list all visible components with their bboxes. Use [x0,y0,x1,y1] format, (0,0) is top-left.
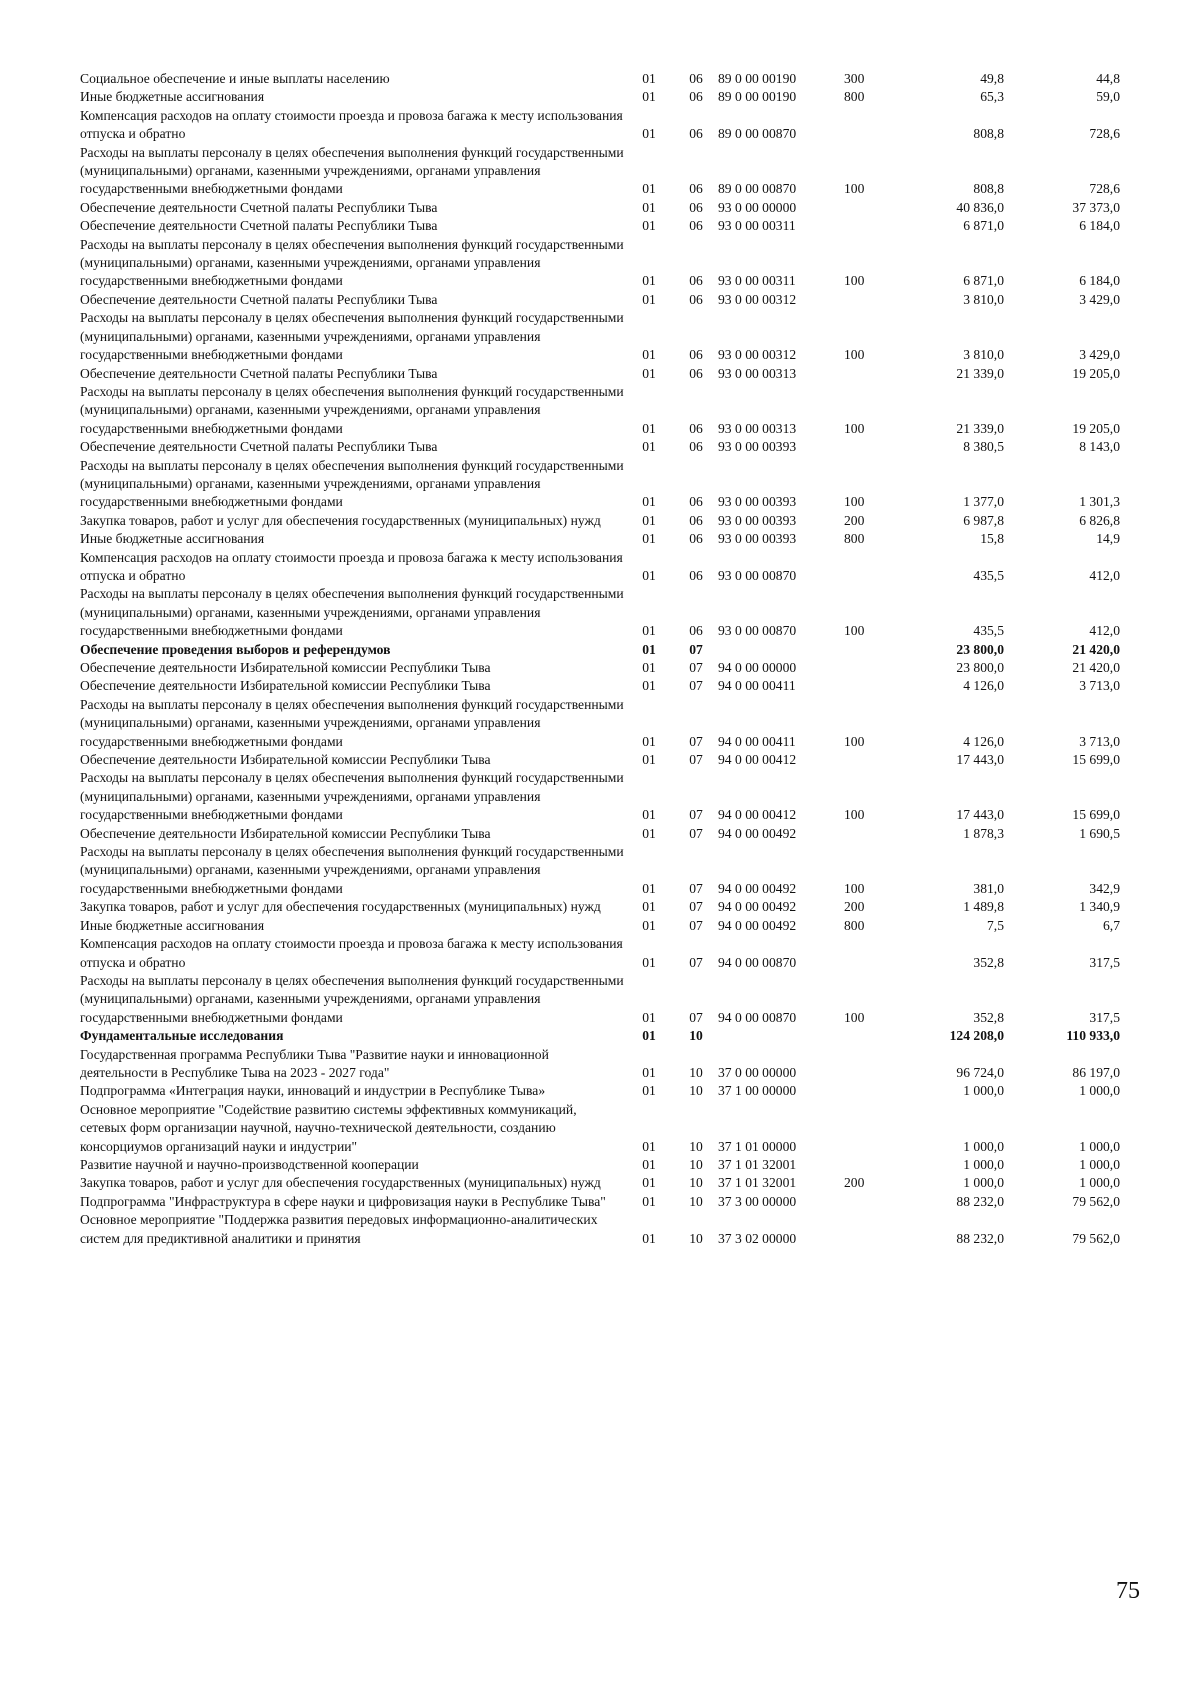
subsection-code-cell: 07 [689,880,703,896]
row-name-cell: Закупка товаров, работ и услуг для обеспечения государственных (муниципальных) нужд [80,899,601,915]
target-article-cell: 94 0 00 00870 [718,1009,797,1025]
subsection-code-cell: 10 [689,1083,703,1099]
section-code-cell: 01 [642,218,656,234]
table-row [80,585,1120,640]
target-article-cell: 37 1 01 00000 [718,1138,797,1154]
amount-year1-cell: 15,8 [980,531,1004,547]
section-code-cell: 01 [642,1028,656,1044]
target-article-cell: 94 0 00 00411 [718,733,796,749]
row-name-cell: Компенсация расходов на оплату стоимости проезда и провоза багажа к месту использования отпуска и обратно [80,107,623,142]
amount-year1-cell: 124 208,0 [949,1028,1004,1044]
expense-type-cell [844,1193,900,1211]
amount-year1-cell: 352,8 [973,1009,1004,1025]
section-code-cell: 01 [642,126,656,142]
row-name-cell: Обеспечение деятельности Счетной палаты Республики Тыва [80,291,438,307]
section-code-cell: 01 [642,825,656,841]
section-code-cell: 01 [642,1138,656,1154]
table-row [80,751,1120,769]
amount-year1-cell: 21 339,0 [956,365,1004,381]
expense-type-cell: 100 [844,1009,865,1025]
row-name-cell: Расходы на выплаты персоналу в целях обеспечения выполнения функций государственными (муниципальными) органами, казенными учреждениями, органами управления государственными внебюджетными фондами [80,972,624,1025]
target-article-cell: 37 3 02 00000 [718,1230,797,1246]
row-name-cell: Расходы на выплаты персоналу в целях обеспечения выполнения функций государственными (муниципальными) органами, казенными учреждениями, органами управления государственными внебюджетными фондами [80,310,624,363]
amount-year2-cell: 317,5 [1089,1009,1120,1025]
expense-type-cell: 800 [844,531,865,547]
expense-type-cell [844,1046,900,1083]
table-row [80,1046,1120,1083]
table-row [80,309,1120,364]
amount-year2-cell: 86 197,0 [1072,1064,1120,1080]
subsection-code-cell: 06 [689,512,703,528]
table-row [80,1156,1120,1174]
amount-year2-cell: 1 690,5 [1079,825,1120,841]
section-code-cell: 01 [642,531,656,547]
amount-year2-cell: 317,5 [1089,954,1120,970]
target-article-cell: 37 1 01 32001 [718,1175,797,1191]
target-article-cell: 94 0 00 00412 [718,752,797,768]
amount-year1-cell: 808,8 [973,126,1004,142]
row-name-cell: Государственная программа Республики Тыва "Развитие науки и инновационной деятельности в Республике Тыва на 2023 - 2027 года" [80,1046,549,1080]
section-code-cell: 01 [642,807,656,823]
row-name-cell: Основное мероприятие "Содействие развитию системы эффективных коммуникаций, сетевых форм организации научной, научно-технической деятельности, созданию консорциумов организаций науки и индустрии" [80,1101,577,1154]
subsection-code-cell: 06 [689,291,703,307]
row-name-cell: Расходы на выплаты персоналу в целях обеспечения выполнения функций государственными (муниципальными) органами, казенными учреждениями, органами управления государственными внебюджетными фондами [80,144,624,197]
amount-year2-cell: 6,7 [1103,917,1120,933]
amount-year2-cell: 1 000,0 [1079,1138,1120,1154]
expense-type-cell [844,677,900,695]
table-row [80,1211,1120,1248]
table-row [80,641,1120,659]
amount-year1-cell: 96 724,0 [956,1064,1004,1080]
expense-type-cell: 100 [844,880,865,896]
expense-type-cell: 100 [844,420,865,436]
table-row [80,199,1120,217]
target-article-cell: 89 0 00 00870 [718,181,797,197]
amount-year2-cell: 3 429,0 [1079,347,1120,363]
amount-year2-cell: 79 562,0 [1072,1230,1120,1246]
target-article-cell: 93 0 00 00870 [718,623,797,639]
amount-year1-cell: 1 000,0 [963,1175,1004,1191]
amount-year1-cell: 8 380,5 [963,439,1004,455]
row-name-cell: Обеспечение деятельности Избирательной комиссии Республики Тыва [80,678,491,694]
amount-year1-cell: 381,0 [973,880,1004,896]
target-article-cell: 94 0 00 00492 [718,880,797,896]
subsection-code-cell: 06 [689,623,703,639]
subsection-code-cell: 06 [689,365,703,381]
section-code-cell: 01 [642,439,656,455]
section-code-cell: 01 [642,199,656,215]
amount-year1-cell: 808,8 [973,181,1004,197]
subsection-code-cell: 07 [689,899,703,915]
section-code-cell: 01 [642,1175,656,1191]
section-code-cell: 01 [642,641,656,657]
amount-year2-cell: 412,0 [1089,567,1120,583]
amount-year1-cell: 6 871,0 [963,273,1004,289]
target-article-cell: 93 0 00 00313 [718,420,797,436]
amount-year1-cell: 23 800,0 [956,660,1004,675]
expense-type-cell: 100 [844,733,865,749]
table-row [80,825,1120,843]
expense-type-cell [844,549,900,586]
target-article-cell: 94 0 00 00000 [718,660,797,675]
table-row [80,549,1120,586]
subsection-code-cell: 07 [689,752,703,768]
amount-year1-cell: 1 000,0 [963,1156,1004,1172]
row-name-cell: Расходы на выплаты персоналу в целях обеспечения выполнения функций государственными (муниципальными) органами, казенными учреждениями, органами управления государственными внебюджетными фондами [80,844,624,896]
expense-type-cell [844,1156,900,1174]
target-article-cell: 89 0 00 00190 [718,89,797,105]
subsection-code-cell: 06 [689,494,703,510]
target-article-cell: 94 0 00 00870 [718,954,797,970]
amount-year1-cell: 1 878,3 [963,825,1004,841]
expense-type-cell [844,1101,900,1156]
amount-year2-cell: 37 373,0 [1072,199,1120,215]
table-row [80,1101,1120,1156]
subsection-code-cell: 07 [689,807,703,823]
section-code-cell: 01 [642,347,656,363]
budget-table-body [80,70,1120,1248]
subsection-code-cell: 07 [689,954,703,970]
expense-type-cell: 100 [844,807,865,823]
target-article-cell: 89 0 00 00870 [718,126,797,142]
subsection-code-cell: 10 [689,1028,703,1044]
expense-type-cell [844,1027,900,1045]
target-article-cell: 93 0 00 00000 [718,199,797,215]
table-row [80,530,1120,548]
row-name-cell: Обеспечение деятельности Избирательной комиссии Республики Тыва [80,752,491,768]
amount-year1-cell: 6 987,8 [963,512,1004,528]
subsection-code-cell: 10 [689,1193,703,1209]
row-name-cell: Закупка товаров, работ и услуг для обеспечения государственных (муниципальных) нужд [80,512,601,528]
section-code-cell: 01 [642,291,656,307]
section-code-cell: 01 [642,678,656,694]
table-row [80,144,1120,199]
table-row [80,291,1120,309]
amount-year1-cell: 1 489,8 [963,899,1004,915]
table-row [80,365,1120,383]
row-name-cell: Обеспечение деятельности Счетной палаты Республики Тыва [80,439,438,455]
amount-year1-cell: 435,5 [973,623,1004,639]
amount-year1-cell: 4 126,0 [963,678,1004,694]
section-code-cell: 01 [642,494,656,510]
amount-year2-cell: 15 699,0 [1072,807,1120,823]
row-name-cell: Социальное обеспечение и иные выплаты населению [80,71,390,86]
table-row [80,1027,1120,1045]
expense-type-cell: 800 [844,89,865,105]
target-article-cell: 94 0 00 00492 [718,825,797,841]
row-name-cell: Иные бюджетные ассигнования [80,917,265,933]
expense-type-cell [844,751,900,769]
expense-type-cell [844,935,900,972]
target-article-cell: 94 0 00 00412 [718,807,797,823]
table-row [80,1193,1120,1211]
subsection-code-cell: 07 [689,917,703,933]
expense-type-cell [844,1082,900,1100]
subsection-code-cell: 07 [689,641,703,657]
amount-year2-cell: 1 000,0 [1079,1175,1120,1191]
amount-year2-cell: 3 713,0 [1079,733,1120,749]
amount-year2-cell: 19 205,0 [1072,365,1120,381]
page-number: 75 [1116,1578,1140,1604]
subsection-code-cell: 07 [689,733,703,749]
table-row [80,70,1120,88]
table-row [80,696,1120,751]
row-name-cell: Расходы на выплаты персоналу в целях обеспечения выполнения функций государственными (муниципальными) органами, казенными учреждениями, органами управления государственными внебюджетными фондами [80,383,624,436]
expense-type-cell: 200 [844,1175,865,1191]
amount-year2-cell: 21 420,0 [1072,660,1120,675]
subsection-code-cell: 10 [689,1175,703,1191]
row-name-cell: Фундаментальные исследования [80,1028,284,1044]
target-article-cell: 93 0 00 00393 [718,512,797,528]
amount-year2-cell: 342,9 [1089,880,1120,896]
expense-type-cell: 100 [844,347,865,363]
table-row [80,1174,1120,1192]
table-row [80,898,1120,916]
row-name-cell: Обеспечение деятельности Счетной палаты Республики Тыва [80,199,438,215]
amount-year1-cell: 40 836,0 [956,199,1004,215]
expense-type-cell: 200 [844,899,865,915]
row-name-cell: Расходы на выплаты персоналу в целях обеспечения выполнения функций государственными (муниципальными) органами, казенными учреждениями, органами управления государственными внебюджетными фондами [80,770,624,823]
row-name-cell: Закупка товаров, работ и услуг для обеспечения государственных (муниципальных) нужд [80,1175,601,1191]
table-row [80,769,1120,824]
amount-year2-cell: 1 000,0 [1079,1083,1120,1099]
table-row [80,843,1120,898]
budget-table [80,70,1120,1248]
subsection-code-cell: 06 [689,126,703,142]
subsection-code-cell: 06 [689,531,703,547]
table-row [80,88,1120,106]
row-name-cell: Обеспечение деятельности Счетной палаты Республики Тыва [80,365,438,381]
expense-type-cell [844,217,900,235]
section-code-cell: 01 [642,880,656,896]
section-code-cell: 01 [642,71,656,86]
row-name-cell: Компенсация расходов на оплату стоимости проезда и провоза багажа к месту использования отпуска и обратно [80,936,623,970]
amount-year1-cell: 49,8 [980,71,1004,86]
expense-type-cell [844,199,900,217]
section-code-cell: 01 [642,917,656,933]
section-code-cell: 01 [642,512,656,528]
expense-type-cell [844,825,900,843]
target-article-cell: 93 0 00 00311 [718,218,796,234]
section-code-cell: 01 [642,752,656,768]
target-article-cell: 93 0 00 00393 [718,494,797,510]
target-article-cell: 93 0 00 00312 [718,291,797,307]
target-article-cell: 89 0 00 00190 [718,71,797,86]
table-row [80,917,1120,935]
section-code-cell: 01 [642,733,656,749]
subsection-code-cell: 06 [689,199,703,215]
expense-type-cell [844,438,900,456]
amount-year1-cell: 23 800,0 [956,641,1004,657]
row-name-cell: Расходы на выплаты персоналу в целях обеспечения выполнения функций государственными (муниципальными) органами, казенными учреждениями, органами управления государственными внебюджетными фондами [80,586,624,639]
expense-type-cell: 100 [844,273,865,289]
target-article-cell: 93 0 00 00393 [718,439,797,455]
row-name-cell: Компенсация расходов на оплату стоимости проезда и провоза багажа к месту использования отпуска и обратно [80,549,623,583]
section-code-cell: 01 [642,1156,656,1172]
table-row [80,972,1120,1027]
amount-year1-cell: 1 000,0 [963,1138,1004,1154]
expense-type-cell: 800 [844,917,865,933]
subsection-code-cell: 10 [689,1138,703,1154]
amount-year2-cell: 3 429,0 [1079,291,1120,307]
amount-year1-cell: 21 339,0 [956,420,1004,436]
table-row [80,659,1120,677]
expense-type-cell: 200 [844,512,865,528]
section-code-cell: 01 [642,89,656,105]
row-name-cell: Обеспечение проведения выборов и референдумов [80,641,391,657]
expense-type-cell [844,641,900,659]
subsection-code-cell: 10 [689,1230,703,1246]
amount-year1-cell: 435,5 [973,567,1004,583]
subsection-code-cell: 06 [689,273,703,289]
row-name-cell: Обеспечение деятельности Счетной палаты Республики Тыва [80,218,438,234]
section-code-cell: 01 [642,954,656,970]
section-code-cell: 01 [642,1193,656,1209]
row-name-cell: Обеспечение деятельности Избирательной комиссии Республики Тыва [80,660,491,675]
row-name-cell: Расходы на выплаты персоналу в целях обеспечения выполнения функций государственными (муниципальными) органами, казенными учреждениями, органами управления государственными внебюджетными фондами [80,236,624,289]
table-row [80,438,1120,456]
target-article-cell: 37 1 01 32001 [718,1156,797,1172]
amount-year2-cell: 19 205,0 [1072,420,1120,436]
section-code-cell: 01 [642,1064,656,1080]
amount-year2-cell: 6 184,0 [1079,273,1120,289]
amount-year1-cell: 1 000,0 [963,1083,1004,1099]
amount-year2-cell: 728,6 [1089,126,1120,142]
target-article-cell: 94 0 00 00411 [718,678,796,694]
row-name-cell: Подпрограмма "Инфраструктура в сфере науки и цифровизация науки в Республике Тыва" [80,1193,606,1209]
amount-year2-cell: 6 826,8 [1079,512,1120,528]
subsection-code-cell: 07 [689,660,703,675]
row-name-cell: Обеспечение деятельности Избирательной комиссии Республики Тыва [80,825,491,841]
row-name-cell: Иные бюджетные ассигнования [80,89,265,105]
amount-year1-cell: 17 443,0 [956,807,1004,823]
expense-type-cell: 100 [844,623,865,639]
amount-year1-cell: 3 810,0 [963,347,1004,363]
amount-year2-cell: 44,8 [1096,71,1120,86]
section-code-cell: 01 [642,623,656,639]
row-name-cell: Расходы на выплаты персоналу в целях обеспечения выполнения функций государственными (муниципальными) органами, казенными учреждениями, органами управления государственными внебюджетными фондами [80,696,624,749]
amount-year2-cell: 1 301,3 [1079,494,1120,510]
target-article-cell: 94 0 00 00492 [718,899,797,915]
subsection-code-cell: 07 [689,825,703,841]
expense-type-cell [844,659,900,677]
section-code-cell: 01 [642,365,656,381]
amount-year1-cell: 3 810,0 [963,291,1004,307]
subsection-code-cell: 06 [689,420,703,436]
table-row [80,457,1120,512]
row-name-cell: Основное мероприятие "Поддержка развития передовых информационно-аналитических систем для предиктивной аналитики и принятия [80,1212,598,1246]
subsection-code-cell: 10 [689,1156,703,1172]
subsection-code-cell: 06 [689,71,703,86]
section-code-cell: 01 [642,181,656,197]
table-row [80,217,1120,235]
table-row [80,383,1120,438]
amount-year1-cell: 7,5 [987,917,1004,933]
section-code-cell: 01 [642,420,656,436]
subsection-code-cell: 06 [689,439,703,455]
section-code-cell: 01 [642,1230,656,1246]
subsection-code-cell: 07 [689,1009,703,1025]
table-row [80,935,1120,972]
section-code-cell: 01 [642,1083,656,1099]
table-row [80,677,1120,695]
section-code-cell: 01 [642,567,656,583]
amount-year2-cell: 728,6 [1089,181,1120,197]
row-name-cell: Подпрограмма «Интеграция науки, инноваций и индустрии в Республике Тыва» [80,1083,546,1099]
subsection-code-cell: 06 [689,567,703,583]
table-row [80,107,1120,144]
row-name-cell: Развитие научной и научно-производственной кооперации [80,1156,419,1172]
subsection-code-cell: 06 [689,89,703,105]
expense-type-cell [844,365,900,383]
subsection-code-cell: 07 [689,678,703,694]
amount-year2-cell: 110 933,0 [1066,1028,1120,1044]
amount-year2-cell: 1 000,0 [1079,1156,1120,1172]
section-code-cell: 01 [642,899,656,915]
subsection-code-cell: 06 [689,347,703,363]
amount-year1-cell: 17 443,0 [956,752,1004,768]
amount-year2-cell: 3 713,0 [1079,678,1120,694]
amount-year1-cell: 65,3 [980,89,1004,105]
section-code-cell: 01 [642,273,656,289]
amount-year1-cell: 4 126,0 [963,733,1004,749]
target-article-cell: 37 0 00 00000 [718,1064,797,1080]
expense-type-cell [844,1211,900,1248]
amount-year1-cell: 88 232,0 [956,1193,1004,1209]
amount-year1-cell: 1 377,0 [963,494,1004,510]
target-article-cell: 93 0 00 00313 [718,365,797,381]
target-article-cell [718,1027,844,1045]
amount-year2-cell: 59,0 [1096,89,1120,105]
target-article-cell: 93 0 00 00311 [718,273,796,289]
subsection-code-cell: 06 [689,218,703,234]
expense-type-cell: 100 [844,494,865,510]
target-article-cell: 37 3 00 00000 [718,1193,797,1209]
target-article-cell: 93 0 00 00393 [718,531,797,547]
table-row [80,1082,1120,1100]
target-article-cell [718,641,844,659]
amount-year2-cell: 1 340,9 [1079,899,1120,915]
amount-year2-cell: 8 143,0 [1079,439,1120,455]
subsection-code-cell: 06 [689,181,703,197]
amount-year2-cell: 6 184,0 [1079,218,1120,234]
amount-year1-cell: 6 871,0 [963,218,1004,234]
section-code-cell: 01 [642,1009,656,1025]
subsection-code-cell: 10 [689,1064,703,1080]
amount-year2-cell: 14,9 [1096,531,1120,547]
amount-year1-cell: 352,8 [973,954,1004,970]
amount-year2-cell: 412,0 [1089,623,1120,639]
target-article-cell: 93 0 00 00312 [718,347,797,363]
table-row [80,512,1120,530]
section-code-cell: 01 [642,660,656,675]
row-name-cell: Иные бюджетные ассигнования [80,531,265,547]
target-article-cell: 93 0 00 00870 [718,567,797,583]
amount-year2-cell: 79 562,0 [1072,1193,1120,1209]
amount-year2-cell: 21 420,0 [1072,641,1120,657]
target-article-cell: 94 0 00 00492 [718,917,797,933]
table-row [80,236,1120,291]
amount-year2-cell: 15 699,0 [1072,752,1120,768]
expense-type-cell: 100 [844,181,865,197]
expense-type-cell [844,291,900,309]
expense-type-cell: 300 [844,71,865,86]
expense-type-cell [844,107,900,144]
target-article-cell: 37 1 00 00000 [718,1083,797,1099]
row-name-cell: Расходы на выплаты персоналу в целях обеспечения выполнения функций государственными (муниципальными) органами, казенными учреждениями, органами управления государственными внебюджетными фондами [80,457,624,510]
amount-year1-cell: 88 232,0 [956,1230,1004,1246]
